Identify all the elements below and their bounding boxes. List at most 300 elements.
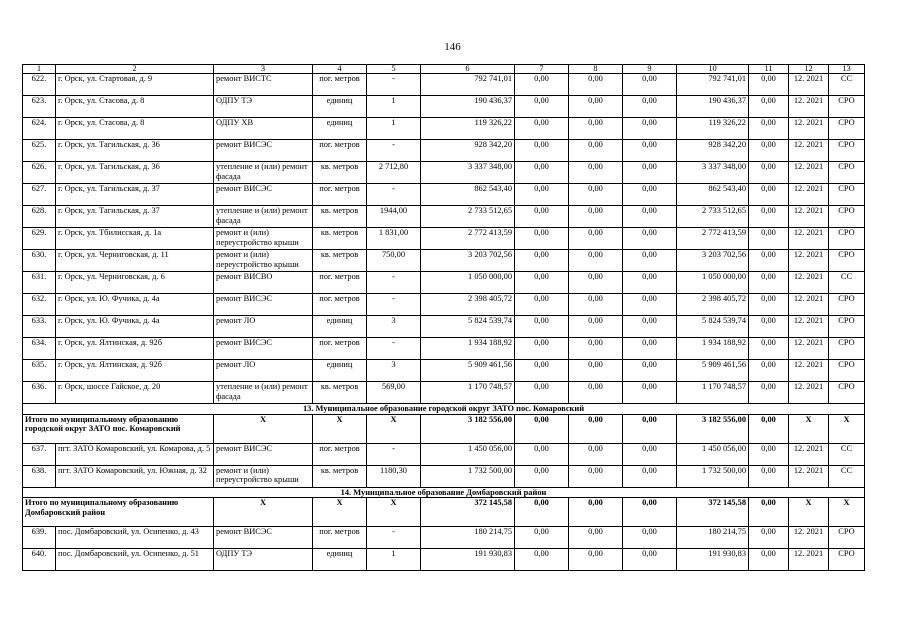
table-cell: СРО <box>829 360 865 382</box>
table-cell: 0,00 <box>749 272 789 294</box>
table-cell: 12. 2021 <box>789 184 829 206</box>
table-cell: 0,00 <box>749 228 789 250</box>
table-row <box>23 443 865 465</box>
table-cell: 635. <box>23 360 56 382</box>
table-cell: 0,00 <box>749 443 789 465</box>
table-cell: ремонт ВИСЭС <box>214 443 313 465</box>
table-cell: 0,00 <box>569 162 623 184</box>
table-row <box>23 184 865 206</box>
table-row <box>23 316 865 338</box>
table-cell: 1 170 748,57 <box>677 382 749 404</box>
table-cell: СРО <box>829 338 865 360</box>
table-cell: 2 772 413,59 <box>421 228 515 250</box>
table-row <box>23 360 865 382</box>
table-cell: 119 326,22 <box>677 118 749 140</box>
table-cell: 1944,00 <box>367 206 421 228</box>
table-row <box>23 338 865 360</box>
table-cell: 0,00 <box>623 140 677 162</box>
table-cell: 634. <box>23 338 56 360</box>
table-cell: 0,00 <box>515 549 569 571</box>
table-cell: 1 170 748,57 <box>421 382 515 404</box>
table-cell: 0,00 <box>623 74 677 96</box>
table-row <box>23 140 865 162</box>
table-cell: 633. <box>23 316 56 338</box>
table-cell: г. Орск, ул. Тагильская, д. 36 <box>56 140 214 162</box>
table-cell: 1 050 000,00 <box>421 272 515 294</box>
table-cell: 0,00 <box>569 382 623 404</box>
table-cell: - <box>367 294 421 316</box>
table-cell: СРО <box>829 316 865 338</box>
table-cell: 0,00 <box>515 140 569 162</box>
table-cell: пог. метров <box>313 184 367 206</box>
table-cell: кв. метров <box>313 162 367 184</box>
table-cell: 0,00 <box>515 184 569 206</box>
table-cell: 0,00 <box>569 118 623 140</box>
table-cell: - <box>367 527 421 549</box>
table-row <box>23 250 865 272</box>
table-cell: ремонт и (или) переустройство крыши <box>214 250 313 272</box>
table-row <box>23 465 865 487</box>
table-cell: 640. <box>23 549 56 571</box>
table-cell: 12. 2021 <box>789 140 829 162</box>
table-cell: 2 398 405,72 <box>677 294 749 316</box>
table-cell: г. Орск, ул. Ю. Фучика, д. 4а <box>56 316 214 338</box>
table-cell: 190 436,37 <box>421 96 515 118</box>
table-cell: 0,00 <box>749 338 789 360</box>
table-cell: г. Орск, ул. Стасова, д. 8 <box>56 96 214 118</box>
table-cell: СРО <box>829 184 865 206</box>
table-cell: 1 934 188,92 <box>421 338 515 360</box>
total-cell: X <box>829 498 865 527</box>
table-cell: 1 934 188,92 <box>677 338 749 360</box>
table-row <box>23 382 865 404</box>
table-cell: 5 824 539,74 <box>677 316 749 338</box>
table-cell: 0,00 <box>749 360 789 382</box>
table-cell: 639. <box>23 527 56 549</box>
table-cell: 0,00 <box>749 96 789 118</box>
table-cell: 2 712,80 <box>367 162 421 184</box>
table-cell: 0,00 <box>623 162 677 184</box>
table-cell: 0,00 <box>515 294 569 316</box>
table-cell: 928 342,20 <box>421 140 515 162</box>
table-cell: СС <box>829 443 865 465</box>
table-cell: СРО <box>829 527 865 549</box>
table-cell: 2 733 512,65 <box>421 206 515 228</box>
total-cell: X <box>214 498 313 527</box>
table-cell: 5 909 461,56 <box>677 360 749 382</box>
total-label: Итого по муниципальному образованию городской округ ЗАТО пос. Комаровский <box>23 414 214 443</box>
table-cell: 569,00 <box>367 382 421 404</box>
table-cell: 2 772 413,59 <box>677 228 749 250</box>
table-cell: единиц <box>313 96 367 118</box>
table-cell: СРО <box>829 118 865 140</box>
total-cell: 372 145,58 <box>677 498 749 527</box>
table-cell: 862 543,40 <box>421 184 515 206</box>
total-cell: 0,00 <box>569 414 623 443</box>
table-cell: 0,00 <box>569 443 623 465</box>
table-cell: 12. 2021 <box>789 443 829 465</box>
table-cell: - <box>367 338 421 360</box>
table-cell: 5 824 539,74 <box>421 316 515 338</box>
table-cell: 2 733 512,65 <box>677 206 749 228</box>
table-cell: 0,00 <box>623 250 677 272</box>
table-cell: ремонт и (или) переустройство крыши <box>214 465 313 487</box>
table-cell: 0,00 <box>515 228 569 250</box>
total-cell: X <box>367 414 421 443</box>
table-cell: 0,00 <box>569 228 623 250</box>
table-cell: 5 909 461,56 <box>421 360 515 382</box>
table-cell: СРО <box>829 96 865 118</box>
table-cell: 3 337 348,00 <box>677 162 749 184</box>
table-cell: 0,00 <box>623 316 677 338</box>
table-cell: 625. <box>23 140 56 162</box>
table-cell: 0,00 <box>569 140 623 162</box>
table-cell: 637. <box>23 443 56 465</box>
table-cell: 0,00 <box>515 74 569 96</box>
table-cell: 0,00 <box>569 74 623 96</box>
column-header: 12 <box>789 65 829 74</box>
table-cell: г. Орск, ул. Черниговская, д. 6 <box>56 272 214 294</box>
table-cell: 632. <box>23 294 56 316</box>
total-cell: 372 145,58 <box>421 498 515 527</box>
section-heading: 13. Муниципальное образование городской округ ЗАТО пос. Комаровский <box>23 404 865 415</box>
section-heading-row <box>23 487 865 498</box>
table-cell: кв. метров <box>313 250 367 272</box>
table-cell: 12. 2021 <box>789 250 829 272</box>
table-cell: 2 398 405,72 <box>421 294 515 316</box>
table-cell: 1 732 500,00 <box>421 465 515 487</box>
table-cell: 190 436,37 <box>677 96 749 118</box>
table-cell: 0,00 <box>569 294 623 316</box>
table-cell: ремонт ВИСТС <box>214 74 313 96</box>
table-cell: 0,00 <box>623 228 677 250</box>
table-cell: СРО <box>829 294 865 316</box>
table-cell: г. Орск, ул. Ю. Фучика, д. 4а <box>56 294 214 316</box>
table-cell: 0,00 <box>749 162 789 184</box>
table-cell: 3 <box>367 316 421 338</box>
table-cell: 0,00 <box>515 272 569 294</box>
table-cell: 0,00 <box>623 338 677 360</box>
table-cell: утепление и (или) ремонт фасада <box>214 382 313 404</box>
table-cell: 622. <box>23 74 56 96</box>
total-cell: X <box>789 414 829 443</box>
table-cell: пог. метров <box>313 294 367 316</box>
table-cell: 0,00 <box>749 382 789 404</box>
table-cell: СС <box>829 465 865 487</box>
table-cell: 12. 2021 <box>789 206 829 228</box>
total-cell: 3 182 556,00 <box>421 414 515 443</box>
table-cell: ОДПУ ТЭ <box>214 549 313 571</box>
total-cell: 0,00 <box>749 498 789 527</box>
table-cell: кв. метров <box>313 206 367 228</box>
table-cell: - <box>367 443 421 465</box>
table-cell: 0,00 <box>515 360 569 382</box>
table-cell: пог. метров <box>313 527 367 549</box>
table-cell: кв. метров <box>313 228 367 250</box>
table-cell: 191 930,83 <box>677 549 749 571</box>
table-cell: пог. метров <box>313 338 367 360</box>
table-cell: 0,00 <box>569 250 623 272</box>
table-cell: 636. <box>23 382 56 404</box>
table-cell: ремонт ВИСЭС <box>214 527 313 549</box>
table-cell: 3 337 348,00 <box>421 162 515 184</box>
table-cell: пгт. ЗАТО Комаровский, ул. Южная, д. 32 <box>56 465 214 487</box>
total-cell: X <box>829 414 865 443</box>
table-cell: 0,00 <box>749 184 789 206</box>
table-cell: ремонт ВИСЭС <box>214 338 313 360</box>
table-cell: 12. 2021 <box>789 338 829 360</box>
column-header: 8 <box>569 65 623 74</box>
table-cell: 119 326,22 <box>421 118 515 140</box>
table-cell: 0,00 <box>515 465 569 487</box>
total-cell: 0,00 <box>569 498 623 527</box>
column-header: 7 <box>515 65 569 74</box>
table-cell: 928 342,20 <box>677 140 749 162</box>
table-cell: 0,00 <box>515 250 569 272</box>
column-header: 4 <box>313 65 367 74</box>
table-cell: 0,00 <box>623 527 677 549</box>
table-row <box>23 549 865 571</box>
table-cell: ремонт ЛО <box>214 316 313 338</box>
table-cell: пос. Домбаровский, ул. Осипенко, д. 51 <box>56 549 214 571</box>
table-cell: кв. метров <box>313 465 367 487</box>
table-cell: 0,00 <box>569 465 623 487</box>
table-cell: единиц <box>313 118 367 140</box>
table-cell: 0,00 <box>623 184 677 206</box>
table-cell: 627. <box>23 184 56 206</box>
column-header: 9 <box>623 65 677 74</box>
table-cell: 0,00 <box>749 74 789 96</box>
table-cell: 12. 2021 <box>789 294 829 316</box>
table-cell: ремонт ВИСЭС <box>214 184 313 206</box>
table-cell: 0,00 <box>515 382 569 404</box>
table-cell: пог. метров <box>313 74 367 96</box>
table-row <box>23 118 865 140</box>
table-cell: г. Орск, ул. Тагильская, д. 37 <box>56 206 214 228</box>
table-cell: 0,00 <box>749 118 789 140</box>
table-cell: 12. 2021 <box>789 549 829 571</box>
table-cell: 0,00 <box>515 118 569 140</box>
table-cell: 0,00 <box>515 206 569 228</box>
table-cell: 792 741,01 <box>421 74 515 96</box>
total-cell: 0,00 <box>623 414 677 443</box>
table-cell: г. Орск, ул. Ялтинская, д. 92б <box>56 338 214 360</box>
table-row <box>23 206 865 228</box>
table-cell: г. Орск, ул. Тагильская, д. 36 <box>56 162 214 184</box>
table-cell: ОДПУ ХВ <box>214 118 313 140</box>
table-cell: ремонт и (или) переустройство крыши <box>214 228 313 250</box>
table-cell: единиц <box>313 316 367 338</box>
table-cell: - <box>367 184 421 206</box>
total-cell: X <box>313 414 367 443</box>
table-cell: 12. 2021 <box>789 272 829 294</box>
table-cell: 12. 2021 <box>789 382 829 404</box>
total-cell: 0,00 <box>515 498 569 527</box>
table-cell: ремонт ВИСЭС <box>214 140 313 162</box>
table-cell: 0,00 <box>623 294 677 316</box>
table-cell: 1 <box>367 118 421 140</box>
table-cell: 0,00 <box>515 96 569 118</box>
table-cell: г. Орск, ул. Стартовая, д. 9 <box>56 74 214 96</box>
table-cell: ОДПУ ТЭ <box>214 96 313 118</box>
table-cell: 0,00 <box>515 162 569 184</box>
table-cell: 0,00 <box>749 294 789 316</box>
total-cell: X <box>789 498 829 527</box>
table-cell: 1 732 500,00 <box>677 465 749 487</box>
table-cell: 0,00 <box>569 338 623 360</box>
table-cell: 0,00 <box>623 206 677 228</box>
table-cell: 1 450 056,00 <box>421 443 515 465</box>
table-cell: 0,00 <box>515 443 569 465</box>
table-cell: 12. 2021 <box>789 465 829 487</box>
table-cell: СРО <box>829 250 865 272</box>
column-header: 6 <box>421 65 515 74</box>
table-cell: 0,00 <box>623 360 677 382</box>
table-cell: - <box>367 272 421 294</box>
table-cell: 0,00 <box>623 96 677 118</box>
total-row <box>23 414 865 443</box>
table-cell: 12. 2021 <box>789 96 829 118</box>
table-cell: единиц <box>313 360 367 382</box>
column-header: 5 <box>367 65 421 74</box>
column-header: 2 <box>56 65 214 74</box>
table-cell: 628. <box>23 206 56 228</box>
total-cell: X <box>214 414 313 443</box>
table-cell: 0,00 <box>515 316 569 338</box>
table-cell: 3 203 702,56 <box>677 250 749 272</box>
table-cell: 0,00 <box>569 527 623 549</box>
table-cell: 629. <box>23 228 56 250</box>
table-cell: 12. 2021 <box>789 360 829 382</box>
table-cell: 638. <box>23 465 56 487</box>
table-cell: единиц <box>313 549 367 571</box>
table-cell: г. Орск, ул. Ялтинская, д. 92б <box>56 360 214 382</box>
table-cell: г. Орск, ул. Тагильская, д. 37 <box>56 184 214 206</box>
capital-repair-table <box>22 64 865 571</box>
page-number: 146 <box>444 41 461 53</box>
total-row <box>23 498 865 527</box>
table-cell: СРО <box>829 162 865 184</box>
total-cell: 0,00 <box>515 414 569 443</box>
table-row <box>23 272 865 294</box>
table-cell: г. Орск, ул. Тбилисская, д. 1а <box>56 228 214 250</box>
table-cell: - <box>367 140 421 162</box>
table-cell: 0,00 <box>569 272 623 294</box>
table-cell: СРО <box>829 140 865 162</box>
table-cell: 0,00 <box>749 549 789 571</box>
table-cell: утепление и (или) ремонт фасада <box>214 206 313 228</box>
table-cell: 0,00 <box>623 272 677 294</box>
table-cell: 191 930,83 <box>421 549 515 571</box>
table-cell: 0,00 <box>515 527 569 549</box>
table-cell: - <box>367 74 421 96</box>
total-cell: X <box>367 498 421 527</box>
table-cell: 630. <box>23 250 56 272</box>
table-cell: 0,00 <box>749 316 789 338</box>
table-cell: 0,00 <box>623 549 677 571</box>
table-cell: 0,00 <box>749 465 789 487</box>
table-cell: утепление и (или) ремонт фасада <box>214 162 313 184</box>
table-cell: 0,00 <box>515 338 569 360</box>
table-cell: 180 214,75 <box>421 527 515 549</box>
table-cell: СРО <box>829 206 865 228</box>
table-row <box>23 294 865 316</box>
table-cell: 3 203 702,56 <box>421 250 515 272</box>
table-cell: СС <box>829 74 865 96</box>
table-cell: пог. метров <box>313 272 367 294</box>
table-cell: г. Орск, ул. Черниговская, д. 11 <box>56 250 214 272</box>
table-cell: 750,00 <box>367 250 421 272</box>
table-cell: ремонт ВИСВО <box>214 272 313 294</box>
table-cell: 1 <box>367 96 421 118</box>
table-cell: 1 <box>367 549 421 571</box>
table-row <box>23 228 865 250</box>
table-row <box>23 74 865 96</box>
table-cell: ремонт ЛО <box>214 360 313 382</box>
column-header: 13 <box>829 65 865 74</box>
total-label: Итого по муниципальному образованию Домбаровский район <box>23 498 214 527</box>
column-header: 10 <box>677 65 749 74</box>
table-cell: 12. 2021 <box>789 118 829 140</box>
table-row <box>23 162 865 184</box>
table-cell: СС <box>829 272 865 294</box>
table-cell: 862 543,40 <box>677 184 749 206</box>
table-cell: 12. 2021 <box>789 527 829 549</box>
table-cell: 792 741,01 <box>677 74 749 96</box>
table-cell: 0,00 <box>569 96 623 118</box>
table-cell: 0,00 <box>569 360 623 382</box>
section-heading: 14. Муниципальное образование Домбаровский район <box>23 487 865 498</box>
table-cell: пос. Домбаровский, ул. Осипенко, д. 43 <box>56 527 214 549</box>
table-cell: 12. 2021 <box>789 162 829 184</box>
table-cell: 180 214,75 <box>677 527 749 549</box>
table-cell: кв. метров <box>313 382 367 404</box>
table-cell: 624. <box>23 118 56 140</box>
table-cell: СРО <box>829 549 865 571</box>
table-cell: 626. <box>23 162 56 184</box>
table-cell: 12. 2021 <box>789 228 829 250</box>
table-cell: г. Орск, ул. Стасова, д. 8 <box>56 118 214 140</box>
table-cell: пог. метров <box>313 140 367 162</box>
table-row <box>23 96 865 118</box>
total-cell: 0,00 <box>749 414 789 443</box>
table-cell: пог. метров <box>313 443 367 465</box>
table-cell: 0,00 <box>569 184 623 206</box>
total-cell: X <box>313 498 367 527</box>
table-cell: 631. <box>23 272 56 294</box>
table-cell: пгт. ЗАТО Комаровский, ул. Комарова, д. 5 <box>56 443 214 465</box>
table-cell: 3 <box>367 360 421 382</box>
table-cell: 0,00 <box>623 465 677 487</box>
table-cell: 1 831,00 <box>367 228 421 250</box>
table-cell: 1 450 056,00 <box>677 443 749 465</box>
section-heading-row <box>23 404 865 415</box>
table-cell: 0,00 <box>569 206 623 228</box>
column-header: 3 <box>214 65 313 74</box>
column-number-header <box>23 65 865 74</box>
table-cell: 12. 2021 <box>789 74 829 96</box>
table-cell: 0,00 <box>569 549 623 571</box>
table-cell: 0,00 <box>623 118 677 140</box>
table-cell: ремонт ВИСЭС <box>214 294 313 316</box>
table-cell: 0,00 <box>623 443 677 465</box>
table-cell: 623. <box>23 96 56 118</box>
table-cell: 12. 2021 <box>789 316 829 338</box>
table-body <box>23 65 865 571</box>
table-cell: г. Орск, шоссе Гайское, д. 20 <box>56 382 214 404</box>
table-cell: 0,00 <box>623 382 677 404</box>
column-header: 11 <box>749 65 789 74</box>
